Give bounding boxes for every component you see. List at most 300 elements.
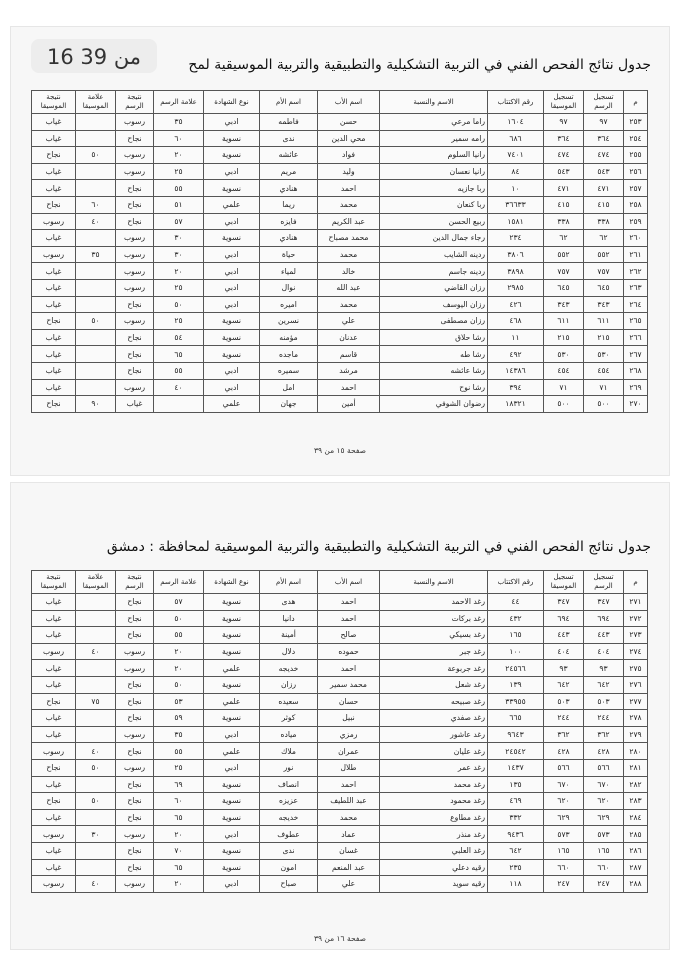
table-cell bbox=[76, 776, 116, 793]
table-cell: غياب bbox=[32, 859, 76, 876]
table-cell: ٧٥٧ bbox=[584, 263, 624, 280]
table-cell: رسوب bbox=[116, 263, 154, 280]
table-row bbox=[32, 793, 648, 810]
table-row bbox=[32, 859, 648, 876]
table-cell: ٢٤٧ bbox=[584, 876, 624, 893]
table-cell: رسوب bbox=[116, 114, 154, 131]
table-cell: ٤٥٤ bbox=[584, 362, 624, 379]
table-cell: حسن bbox=[318, 114, 380, 131]
table-cell: ٥٩ bbox=[154, 710, 204, 727]
table-cell bbox=[76, 710, 116, 727]
table-cell: نجاح bbox=[116, 130, 154, 147]
table-cell: ٢٠ bbox=[154, 263, 204, 280]
table-cell: ٥٥ bbox=[154, 362, 204, 379]
table-cell: دانيا bbox=[260, 610, 318, 627]
table-cell: غياب bbox=[32, 329, 76, 346]
table-cell: ٣٣٨ bbox=[544, 213, 584, 230]
table-cell: ٢٨٧ bbox=[624, 859, 648, 876]
table-cell: نجاح bbox=[32, 693, 76, 710]
table-cell: ٥٠٣ bbox=[584, 693, 624, 710]
table-cell: نوال bbox=[260, 279, 318, 296]
table-cell: ادبي bbox=[204, 163, 260, 180]
table-cell: ٢٧٨ bbox=[624, 710, 648, 727]
table-cell: نسوية bbox=[204, 230, 260, 247]
table-cell: ادبي bbox=[204, 362, 260, 379]
table-cell: ربيع الحسن bbox=[380, 213, 488, 230]
table-cell: حياة bbox=[260, 246, 318, 263]
table-cell: نجاح bbox=[116, 793, 154, 810]
table-cell: ٢٠ bbox=[154, 660, 204, 677]
table-cell: عطوف bbox=[260, 826, 318, 843]
table-cell: ٢٥٣ bbox=[624, 114, 648, 131]
table-cell: مياده bbox=[260, 726, 318, 743]
table-cell: ١٠ bbox=[488, 180, 544, 197]
column-header: نتيجة الرسم bbox=[116, 91, 154, 114]
table-cell: نسوية bbox=[204, 610, 260, 627]
table-cell: ادبي bbox=[204, 379, 260, 396]
table-cell: غياب bbox=[116, 396, 154, 413]
table-cell: ٥٦٦ bbox=[544, 759, 584, 776]
table-cell: احمد bbox=[318, 594, 380, 611]
table-cell: ٧٤٠١ bbox=[488, 147, 544, 164]
table-cell: هنادي bbox=[260, 180, 318, 197]
table-cell: ٥٤٣ bbox=[544, 163, 584, 180]
table-cell: ٣٦٦٣٣ bbox=[488, 196, 544, 213]
table-cell: ادبي bbox=[204, 114, 260, 131]
table-cell: ٥٧ bbox=[154, 594, 204, 611]
table-cell: ٥٠ bbox=[76, 147, 116, 164]
table-cell: ادبي bbox=[204, 759, 260, 776]
table-cell: نسوية bbox=[204, 627, 260, 644]
table-cell: ١٠٠ bbox=[488, 643, 544, 660]
column-header: علامة الموسيقا bbox=[76, 91, 116, 114]
table-row bbox=[32, 776, 648, 793]
column-header: اسم الأب bbox=[318, 571, 380, 594]
table-cell: أمينة bbox=[260, 627, 318, 644]
table-cell: خديجه bbox=[260, 660, 318, 677]
table-cell: غياب bbox=[32, 346, 76, 363]
table-cell: نجاح bbox=[32, 313, 76, 330]
table-cell: رسوب bbox=[116, 759, 154, 776]
column-header: اسم الأب bbox=[318, 91, 380, 114]
table-cell: ٢٤٤ bbox=[544, 710, 584, 727]
table-cell: ٢٨٨ bbox=[624, 876, 648, 893]
table-cell: احمد bbox=[318, 180, 380, 197]
table-cell: ٢٦٢ bbox=[624, 263, 648, 280]
table-cell: ٦٨٦ bbox=[488, 130, 544, 147]
table-cell bbox=[76, 230, 116, 247]
table-cell: رغد بركات bbox=[380, 610, 488, 627]
table-cell bbox=[76, 676, 116, 693]
table-cell: ٥١ bbox=[154, 196, 204, 213]
table-cell: رسوب bbox=[116, 876, 154, 893]
table-cell: ٩٤٣٦ bbox=[488, 826, 544, 843]
table-cell: ندى bbox=[260, 130, 318, 147]
table-cell: رغد منذر bbox=[380, 826, 488, 843]
table-cell: غياب bbox=[32, 660, 76, 677]
table-row bbox=[32, 329, 648, 346]
table-cell: ٣٦٢ bbox=[584, 726, 624, 743]
table-cell: علمي bbox=[204, 396, 260, 413]
table-cell: ٥٤٣ bbox=[584, 163, 624, 180]
table-cell: صباح bbox=[260, 876, 318, 893]
table-cell: نجاح bbox=[116, 710, 154, 727]
table-cell: ١٦٥ bbox=[584, 842, 624, 859]
table-row bbox=[32, 759, 648, 776]
table-cell: غياب bbox=[32, 279, 76, 296]
table-cell bbox=[76, 362, 116, 379]
table-cell: رسوب bbox=[116, 660, 154, 677]
table-cell: ٦٢٩ bbox=[584, 809, 624, 826]
table-cell: ٦٠ bbox=[76, 196, 116, 213]
table-cell: صالح bbox=[318, 627, 380, 644]
table-cell: غياب bbox=[32, 379, 76, 396]
table-row bbox=[32, 147, 648, 164]
table-row bbox=[32, 876, 648, 893]
table-cell: ٤٠ bbox=[76, 876, 116, 893]
table-cell: ٥٥٢ bbox=[584, 246, 624, 263]
results-page-2 bbox=[10, 482, 670, 950]
column-header: علامة الموسيقا bbox=[76, 571, 116, 594]
table-cell: غياب bbox=[32, 610, 76, 627]
table-cell: ٢٧٧ bbox=[624, 693, 648, 710]
table-cell: نسرين bbox=[260, 313, 318, 330]
table-cell: ٦٥ bbox=[154, 809, 204, 826]
table-row bbox=[32, 130, 648, 147]
table-cell: نسوية bbox=[204, 313, 260, 330]
table-cell: قاسم bbox=[318, 346, 380, 363]
table-cell: نسوية bbox=[204, 776, 260, 793]
table-cell: ٥٥ bbox=[154, 627, 204, 644]
table-cell: ٦٧٠ bbox=[584, 776, 624, 793]
table-cell: هدى bbox=[260, 594, 318, 611]
column-header: نتيجة الرسم bbox=[116, 571, 154, 594]
table-cell: ٧٥ bbox=[76, 693, 116, 710]
table-row bbox=[32, 213, 648, 230]
table-cell: ٢٠ bbox=[154, 826, 204, 843]
table-cell: رسوب bbox=[116, 313, 154, 330]
table-cell: نسوية bbox=[204, 130, 260, 147]
table-cell: غياب bbox=[32, 842, 76, 859]
table-cell: خديجه bbox=[260, 809, 318, 826]
table-cell: رسوب bbox=[32, 876, 76, 893]
table-cell: ماجده bbox=[260, 346, 318, 363]
table-cell: علمي bbox=[204, 196, 260, 213]
table-cell: ٥٥٢ bbox=[544, 246, 584, 263]
table-cell: ٢٧١ bbox=[624, 594, 648, 611]
table-cell: خالد bbox=[318, 263, 380, 280]
table-cell: ٢٥ bbox=[154, 759, 204, 776]
table-cell: ٥٧٣ bbox=[584, 826, 624, 843]
table-cell: عماد bbox=[318, 826, 380, 843]
table-cell: ١٤٣٧ bbox=[488, 759, 544, 776]
table-cell: مريم bbox=[260, 163, 318, 180]
table-cell: ١٦٠٤ bbox=[488, 114, 544, 131]
table-cell: مؤمنه bbox=[260, 329, 318, 346]
table-cell: ادبي bbox=[204, 213, 260, 230]
table-cell: عدنان bbox=[318, 329, 380, 346]
table-cell: غسان bbox=[318, 842, 380, 859]
table-cell: ١٥٨١ bbox=[488, 213, 544, 230]
table-cell: ٩٣ bbox=[584, 660, 624, 677]
table-cell: راما مرعي bbox=[380, 114, 488, 131]
table-cell: هنادي bbox=[260, 230, 318, 247]
table-cell: نسوية bbox=[204, 147, 260, 164]
table-cell: ٣٠ bbox=[154, 230, 204, 247]
column-header: رقم الاكتتاب bbox=[488, 91, 544, 114]
table-cell: عبد اللطيف bbox=[318, 793, 380, 810]
table-cell: ٢٧٠ bbox=[624, 396, 648, 413]
table-row bbox=[32, 279, 648, 296]
table-cell: ٢٣٤ bbox=[488, 230, 544, 247]
table-row bbox=[32, 180, 648, 197]
table-cell: ٤٩٢ bbox=[488, 346, 544, 363]
column-header: اسم الأم bbox=[260, 91, 318, 114]
table-cell bbox=[76, 809, 116, 826]
table-cell: غياب bbox=[32, 230, 76, 247]
table-cell: ١٣٩ bbox=[488, 676, 544, 693]
table-row bbox=[32, 627, 648, 644]
table-cell: رغد العلبي bbox=[380, 842, 488, 859]
table-cell bbox=[76, 660, 116, 677]
table-cell: ٧٠ bbox=[154, 842, 204, 859]
table-cell: ربا كنعان bbox=[380, 196, 488, 213]
table-cell: غياب bbox=[32, 163, 76, 180]
table-cell: ٣٤٣ bbox=[584, 296, 624, 313]
table-cell: نجاح bbox=[116, 362, 154, 379]
table-cell: ٥٠٠ bbox=[544, 396, 584, 413]
table-cell: ٢٨٤ bbox=[624, 809, 648, 826]
table-cell: نسوية bbox=[204, 809, 260, 826]
table-cell: ٤٤٣ bbox=[544, 627, 584, 644]
table-cell bbox=[76, 263, 116, 280]
header-row bbox=[32, 91, 648, 114]
table-cell: ٦٢٠ bbox=[584, 793, 624, 810]
table-cell: رغد عمر bbox=[380, 759, 488, 776]
table-row bbox=[32, 710, 648, 727]
table-cell: ٢٤٥٤٢ bbox=[488, 743, 544, 760]
table-cell: ٦٢٩ bbox=[544, 809, 584, 826]
table-cell: ٥٥ bbox=[154, 180, 204, 197]
table-cell: ٣٥ bbox=[76, 246, 116, 263]
table-cell: ٢٤٧ bbox=[544, 876, 584, 893]
table-cell: ٢٤٤ bbox=[584, 710, 624, 727]
table-cell: ٧١ bbox=[544, 379, 584, 396]
table-cell: رسوب bbox=[32, 643, 76, 660]
table-cell: غياب bbox=[32, 594, 76, 611]
table-cell: ٦٧٠ bbox=[544, 776, 584, 793]
table-cell: ٦٢ bbox=[584, 230, 624, 247]
table-cell: ٤٠٤ bbox=[584, 643, 624, 660]
table-cell: نجاح bbox=[116, 842, 154, 859]
table-cell: رسوب bbox=[116, 246, 154, 263]
table-cell bbox=[76, 610, 116, 627]
table-row bbox=[32, 362, 648, 379]
table-cell: ٤٦٨ bbox=[488, 313, 544, 330]
table-cell: رشا نوح bbox=[380, 379, 488, 396]
table-cell: نجاح bbox=[116, 180, 154, 197]
table-cell: ٥٥ bbox=[154, 743, 204, 760]
table-cell: ٦٩ bbox=[154, 776, 204, 793]
table-cell: رجاء جمال الدين bbox=[380, 230, 488, 247]
table-cell: ٤٠ bbox=[76, 213, 116, 230]
table-cell bbox=[76, 163, 116, 180]
table-cell: ٥٠ bbox=[76, 793, 116, 810]
table-cell: ٢٧٣ bbox=[624, 627, 648, 644]
table-cell: غياب bbox=[32, 627, 76, 644]
table-cell bbox=[76, 627, 116, 644]
column-header: نتيجة الموسيقا bbox=[32, 571, 76, 594]
table-cell: ١٨٣٢١ bbox=[488, 396, 544, 413]
table-cell: رغد الاحمد bbox=[380, 594, 488, 611]
table-cell: ٩٠ bbox=[76, 396, 116, 413]
table-row bbox=[32, 313, 648, 330]
table-cell: رقيه دعلي bbox=[380, 859, 488, 876]
table-row bbox=[32, 379, 648, 396]
table-cell: ٤٠ bbox=[76, 643, 116, 660]
table-cell: غياب bbox=[32, 676, 76, 693]
table-cell: ٢٥ bbox=[154, 313, 204, 330]
table-cell: ٤٠ bbox=[76, 743, 116, 760]
table-row bbox=[32, 114, 648, 131]
table-cell: ٢٦٧ bbox=[624, 346, 648, 363]
table-cell: غياب bbox=[32, 776, 76, 793]
table-cell: رانيا السلوم bbox=[380, 147, 488, 164]
table-cell: ٩٧ bbox=[584, 114, 624, 131]
table-cell: رزان مصطفى bbox=[380, 313, 488, 330]
table-cell: محمد bbox=[318, 809, 380, 826]
table-cell: ١٤٣٨٦ bbox=[488, 362, 544, 379]
table-cell: رضوان الشوفي bbox=[380, 396, 488, 413]
table-cell: رغد محمود bbox=[380, 793, 488, 810]
table-cell: ٤٧١ bbox=[584, 180, 624, 197]
table-cell: علمي bbox=[204, 743, 260, 760]
table-cell: علمي bbox=[204, 693, 260, 710]
table-cell: ٦٦٠ bbox=[544, 859, 584, 876]
table-cell: ٢٦٥ bbox=[624, 313, 648, 330]
table-cell: رقيه سويد bbox=[380, 876, 488, 893]
table-cell: ٣٦٢ bbox=[544, 726, 584, 743]
table-cell: نجاح bbox=[116, 329, 154, 346]
table-cell bbox=[76, 114, 116, 131]
table-cell: ٤٤٣ bbox=[584, 627, 624, 644]
table-row bbox=[32, 396, 648, 413]
table-cell: نجاح bbox=[32, 396, 76, 413]
table-cell: ٩٧ bbox=[544, 114, 584, 131]
table-row bbox=[32, 693, 648, 710]
table-cell: نسوية bbox=[204, 859, 260, 876]
table-cell: ٤٠ bbox=[154, 379, 204, 396]
table-cell: ٦١١ bbox=[584, 313, 624, 330]
table-cell: محمد مصباح bbox=[318, 230, 380, 247]
table-cell: ٢٦٦ bbox=[624, 329, 648, 346]
table-cell: ٢٥ bbox=[154, 163, 204, 180]
table-cell bbox=[76, 296, 116, 313]
table-cell: ربا جازيه bbox=[380, 180, 488, 197]
table-cell: ٤٣٢ bbox=[488, 610, 544, 627]
table-cell: ٤٥٤ bbox=[544, 362, 584, 379]
table-cell: علي bbox=[318, 876, 380, 893]
table-cell: ٤٦٩ bbox=[488, 793, 544, 810]
table-cell bbox=[76, 279, 116, 296]
table-cell: رزان bbox=[260, 676, 318, 693]
table-cell: رغد صبيحه bbox=[380, 693, 488, 710]
column-header: الاسم والنسبة bbox=[380, 91, 488, 114]
table-cell: ٣٦٤ bbox=[584, 130, 624, 147]
table-cell: ٢٤٥٦٦ bbox=[488, 660, 544, 677]
table-cell: ٣٤٧ bbox=[584, 594, 624, 611]
table-cell: رغد بسيكي bbox=[380, 627, 488, 644]
table-cell bbox=[76, 130, 116, 147]
table-cell: ٦٢٠ bbox=[544, 793, 584, 810]
table-cell: ٢٧٩ bbox=[624, 726, 648, 743]
table-cell: ١١ bbox=[488, 329, 544, 346]
table-cell: نجاح bbox=[116, 610, 154, 627]
column-header: الاسم والنسبة bbox=[380, 571, 488, 594]
table-cell: نسوية bbox=[204, 594, 260, 611]
table-cell: ٥٠ bbox=[76, 759, 116, 776]
results-page-1 bbox=[10, 26, 670, 476]
table-cell: رسوب bbox=[116, 379, 154, 396]
table-cell: عبد الكريم bbox=[318, 213, 380, 230]
table-cell: نجاح bbox=[116, 743, 154, 760]
table-row bbox=[32, 676, 648, 693]
table-cell: سميره bbox=[260, 362, 318, 379]
table-cell: رسوب bbox=[116, 147, 154, 164]
table-cell: ٦٥ bbox=[154, 859, 204, 876]
table-cell: ٦٤٢ bbox=[488, 842, 544, 859]
table-cell bbox=[76, 346, 116, 363]
table-cell: ٢٠ bbox=[154, 147, 204, 164]
column-header: اسم الأم bbox=[260, 571, 318, 594]
table-cell: نجاح bbox=[116, 296, 154, 313]
table-cell: انصاف bbox=[260, 776, 318, 793]
table-cell: ٢٦٨ bbox=[624, 362, 648, 379]
table-cell: ٢٠ bbox=[154, 876, 204, 893]
table-cell: ادبي bbox=[204, 279, 260, 296]
table-cell: محمد bbox=[318, 296, 380, 313]
table-cell: حسان bbox=[318, 693, 380, 710]
table-cell: ادبي bbox=[204, 263, 260, 280]
table-cell: ٦٤٥ bbox=[584, 279, 624, 296]
table-cell: نجاح bbox=[116, 627, 154, 644]
table-cell: ٢١٥ bbox=[584, 329, 624, 346]
table-row bbox=[32, 246, 648, 263]
table-cell: رغد جربوعة bbox=[380, 660, 488, 677]
table-cell: ٢٥٥ bbox=[624, 147, 648, 164]
table-cell: فواد bbox=[318, 147, 380, 164]
table-cell: نسوية bbox=[204, 676, 260, 693]
table-cell: نجاح bbox=[116, 676, 154, 693]
table-cell: احمد bbox=[318, 610, 380, 627]
table-cell: ١٦٥ bbox=[544, 842, 584, 859]
table-cell: ردينه الشايب bbox=[380, 246, 488, 263]
table-cell: رغد عليان bbox=[380, 743, 488, 760]
table-cell: محمد bbox=[318, 196, 380, 213]
table-cell: ٣٩٤ bbox=[488, 379, 544, 396]
table-cell: ٥٣٠ bbox=[544, 346, 584, 363]
table-cell: ٤٧٤ bbox=[544, 147, 584, 164]
table-cell: محي الدين bbox=[318, 130, 380, 147]
table-cell: غياب bbox=[32, 130, 76, 147]
table-cell bbox=[76, 329, 116, 346]
table-cell: وليد bbox=[318, 163, 380, 180]
table-cell: رسوب bbox=[116, 279, 154, 296]
table-cell: رامه سمير bbox=[380, 130, 488, 147]
page-title: جدول نتائج الفحص الفني في التربية التشكيلية والتطبيقية والتربية الموسيقية لمح bbox=[188, 57, 651, 73]
table-row bbox=[32, 842, 648, 859]
table-cell: احمد bbox=[318, 776, 380, 793]
